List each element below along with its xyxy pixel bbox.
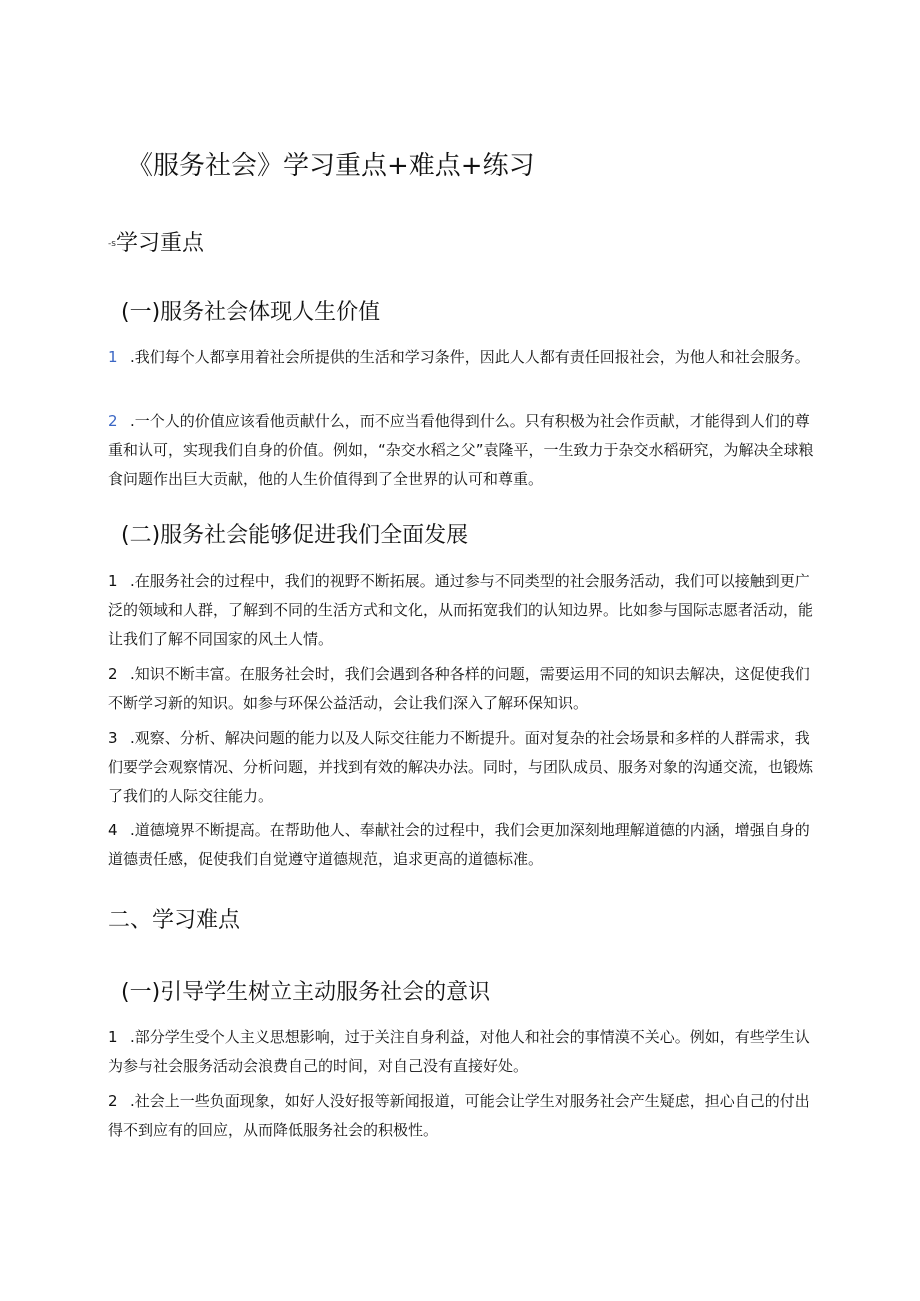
list-item xyxy=(108,1087,814,1145)
section-heading-study-difficulties: 二、学习难点 xyxy=(108,908,241,933)
list-number: 1 xyxy=(108,1028,118,1046)
subsection-heading: (一)服务社会体现人生价值 xyxy=(121,300,381,325)
list-item-text: .我们每个人都享用着社会所提供的生活和学习条件，因此人人都有责任回报社会，为他人和社会服务。 xyxy=(130,348,810,366)
list-number: 3 xyxy=(108,729,118,747)
list-item-text: .社会上一些负面现象，如好人没好报等新闻报道，可能会让学生对服务社会产生疑虑，担心自己的付出得不到应有的回应，从而降低服务社会的积极性。 xyxy=(108,1092,810,1139)
list-item-text: .道德境界不断提高。在帮助他人、奉献社会的过程中，我们会更加深刻地理解道德的内涵，增强自身的道德责任感，促使我们自觉遵守道德规范，追求更高的道德标准。 xyxy=(108,821,810,868)
section-heading-study-focus xyxy=(108,228,204,260)
list-item-text: .观察、分析、解决问题的能力以及人际交往能力不断提升。面对复杂的社会场景和多样的人群需求，我们要学会观察情况、分析问题，并找到有效的解决办法。同时，与团队成员、服务对象的沟通交流，也锻炼了我们的人际交往能力。 xyxy=(108,729,814,805)
list-number: 2 xyxy=(108,665,118,683)
list-item xyxy=(108,1023,814,1081)
section-heading-label: 学习重点 xyxy=(115,231,204,256)
list-item-text: .一个人的价值应该看他贡献什么，而不应当看他得到什么。只有积极为社会作贡献，才能得到人们的尊重和认可，实现我们自身的价值。例如，“杂交水稻之父”袁隆平，一生致力于杂交水稻研究，为解决全球粮食问题作出巨大贡献，他的人生价值得到了全世界的认可和尊重。 xyxy=(108,412,814,488)
list-number: 1 xyxy=(108,348,118,366)
subsection-heading: (一)引导学生树立主动服务社会的意识 xyxy=(121,980,491,1005)
list-item xyxy=(108,407,814,494)
list-item xyxy=(108,660,814,718)
list-item xyxy=(108,724,814,811)
list-item-text: .知识不断丰富。在服务社会时，我们会遇到各种各样的问题，需要运用不同的知识去解决，这促使我们不断学习新的知识。如参与环保公益活动，会让我们深入了解环保知识。 xyxy=(108,665,810,712)
list-item xyxy=(108,567,814,654)
list-number: 1 xyxy=(108,572,118,590)
document-title: 《服务社会》学习重点+难点+练习 xyxy=(127,151,535,181)
subsection-heading: (二)服务社会能够促进我们全面发展 xyxy=(121,523,469,548)
section-marker: -s xyxy=(108,239,116,249)
list-item-text: .部分学生受个人主义思想影响，过于关注自身利益，对他人和社会的事情漠不关心。例如，有些学生认为参与社会服务活动会浪费自己的时间，对自己没有直接好处。 xyxy=(108,1028,810,1075)
list-number: 2 xyxy=(108,1092,118,1110)
list-item xyxy=(108,816,814,874)
list-item xyxy=(108,343,814,372)
list-item-text: .在服务社会的过程中，我们的视野不断拓展。通过参与不同类型的社会服务活动，我们可以接触到更广泛的领域和人群，了解到不同的生活方式和文化，从而拓宽我们的认知边界。比如参与国际志愿者活动，能让我们了解不同国家的风土人情。 xyxy=(108,572,814,648)
list-number: 2 xyxy=(108,412,118,430)
list-number: 4 xyxy=(108,821,118,839)
